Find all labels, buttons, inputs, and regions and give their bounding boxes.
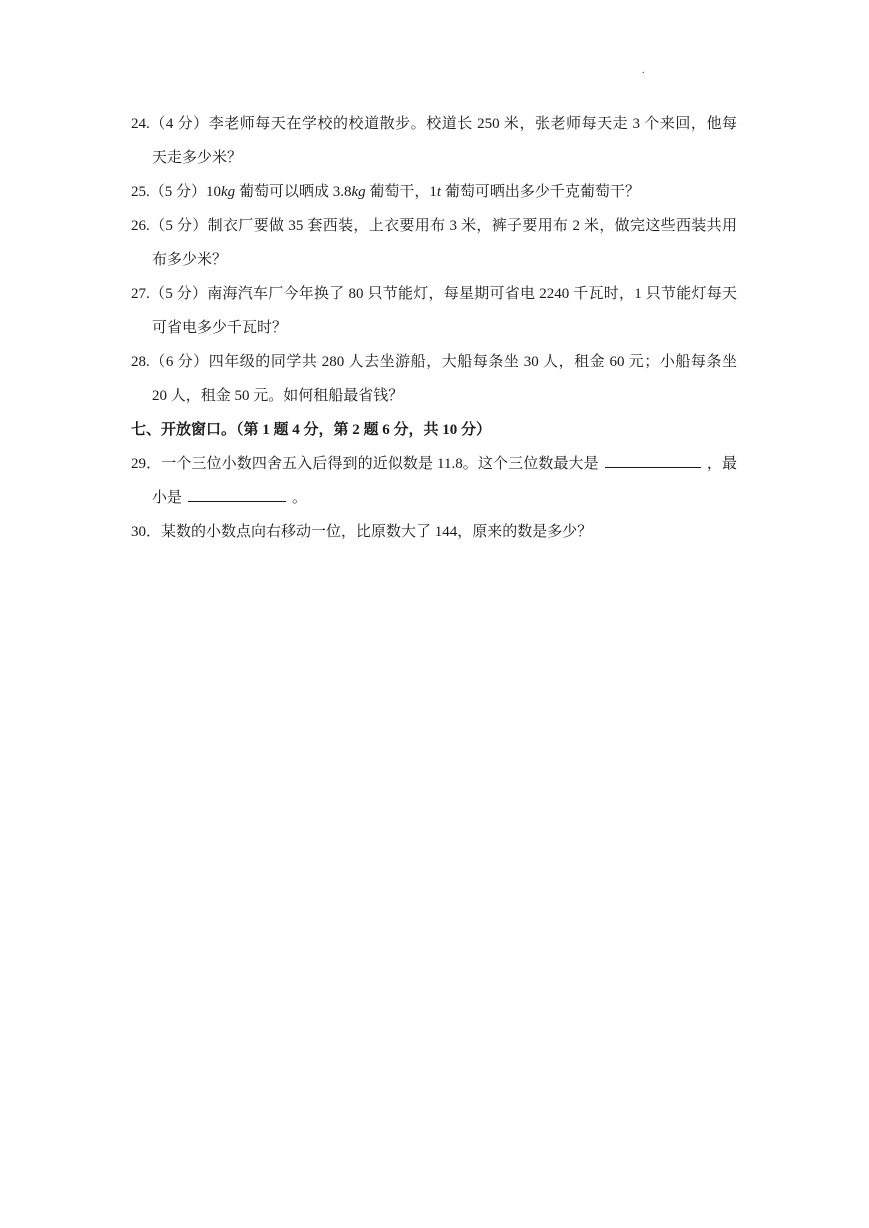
answer-blank-min[interactable] (188, 484, 286, 502)
question-27 (131, 277, 737, 345)
question-26 (131, 209, 737, 277)
question-29-text-c: 小是 (152, 490, 183, 506)
question-29 (131, 447, 737, 515)
question-25 (131, 175, 737, 209)
unit-t: t (436, 184, 442, 200)
question-24 (131, 107, 737, 175)
question-25-text-c: 葡萄干，1 (365, 184, 437, 200)
question-29-text-b: ，最 (706, 456, 737, 472)
question-24-line-1: 24.（4 分）李老师每天在学校的校道散步。校道长 250 米，张老师每天走 3 个来回，他每 (131, 116, 737, 132)
unit-kg-1: kg (221, 184, 236, 200)
question-25-text-b: 葡萄可以晒成 3.8 (235, 184, 352, 200)
question-28-line-1: 28.（6 分）四年级的同学共 280 人去坐游船，大船每条坐 30 人，租金 60 元；小船每条坐 (131, 354, 737, 370)
question-28-line-2: 20 人，租金 50 元。如何租船最省钱？ (152, 388, 404, 404)
question-29-text-d: 。 (292, 490, 308, 506)
question-25-text-a: 25.（5 分）10 (131, 184, 222, 200)
section-7-title: 七、开放窗口。（第 1 题 4 分，第 2 题 6 分，共 10 分） (131, 422, 492, 438)
question-24-line-2: 天走多少米？ (152, 150, 243, 166)
question-25-text-d: 葡萄可晒出多少千克葡萄干？ (441, 184, 640, 200)
question-29-line-2 (131, 481, 737, 515)
question-28 (131, 345, 737, 413)
question-26-line-1: 26.（5 分）制衣厂要做 35 套西装，上衣要用布 3 米，裤子要用布 2 米，做完这些西装共用 (131, 218, 737, 234)
question-29-line-1 (131, 447, 737, 481)
question-27-line-1: 27.（5 分）南海汽车厂今年换了 80 只节能灯，每星期可省电 2240 千瓦时，1 只节能灯每天 (131, 286, 737, 302)
answer-blank-max[interactable] (605, 450, 701, 468)
unit-kg-2: kg (351, 184, 366, 200)
question-25-line-1 (131, 175, 737, 209)
question-27-line-2: 可省电多少千瓦时？ (152, 320, 288, 336)
question-30 (131, 515, 737, 549)
page-marker: . (642, 65, 645, 76)
question-29-text-a: 29．一个三位小数四舍五入后得到的近似数是 11.8。这个三位数最大是 (131, 456, 599, 472)
questions-body (131, 107, 737, 549)
question-30-line-1: 30．某数的小数点向右移动一位，比原数大了 144，原来的数是多少？ (131, 524, 593, 540)
question-26-line-2: 布多少米？ (152, 252, 228, 268)
